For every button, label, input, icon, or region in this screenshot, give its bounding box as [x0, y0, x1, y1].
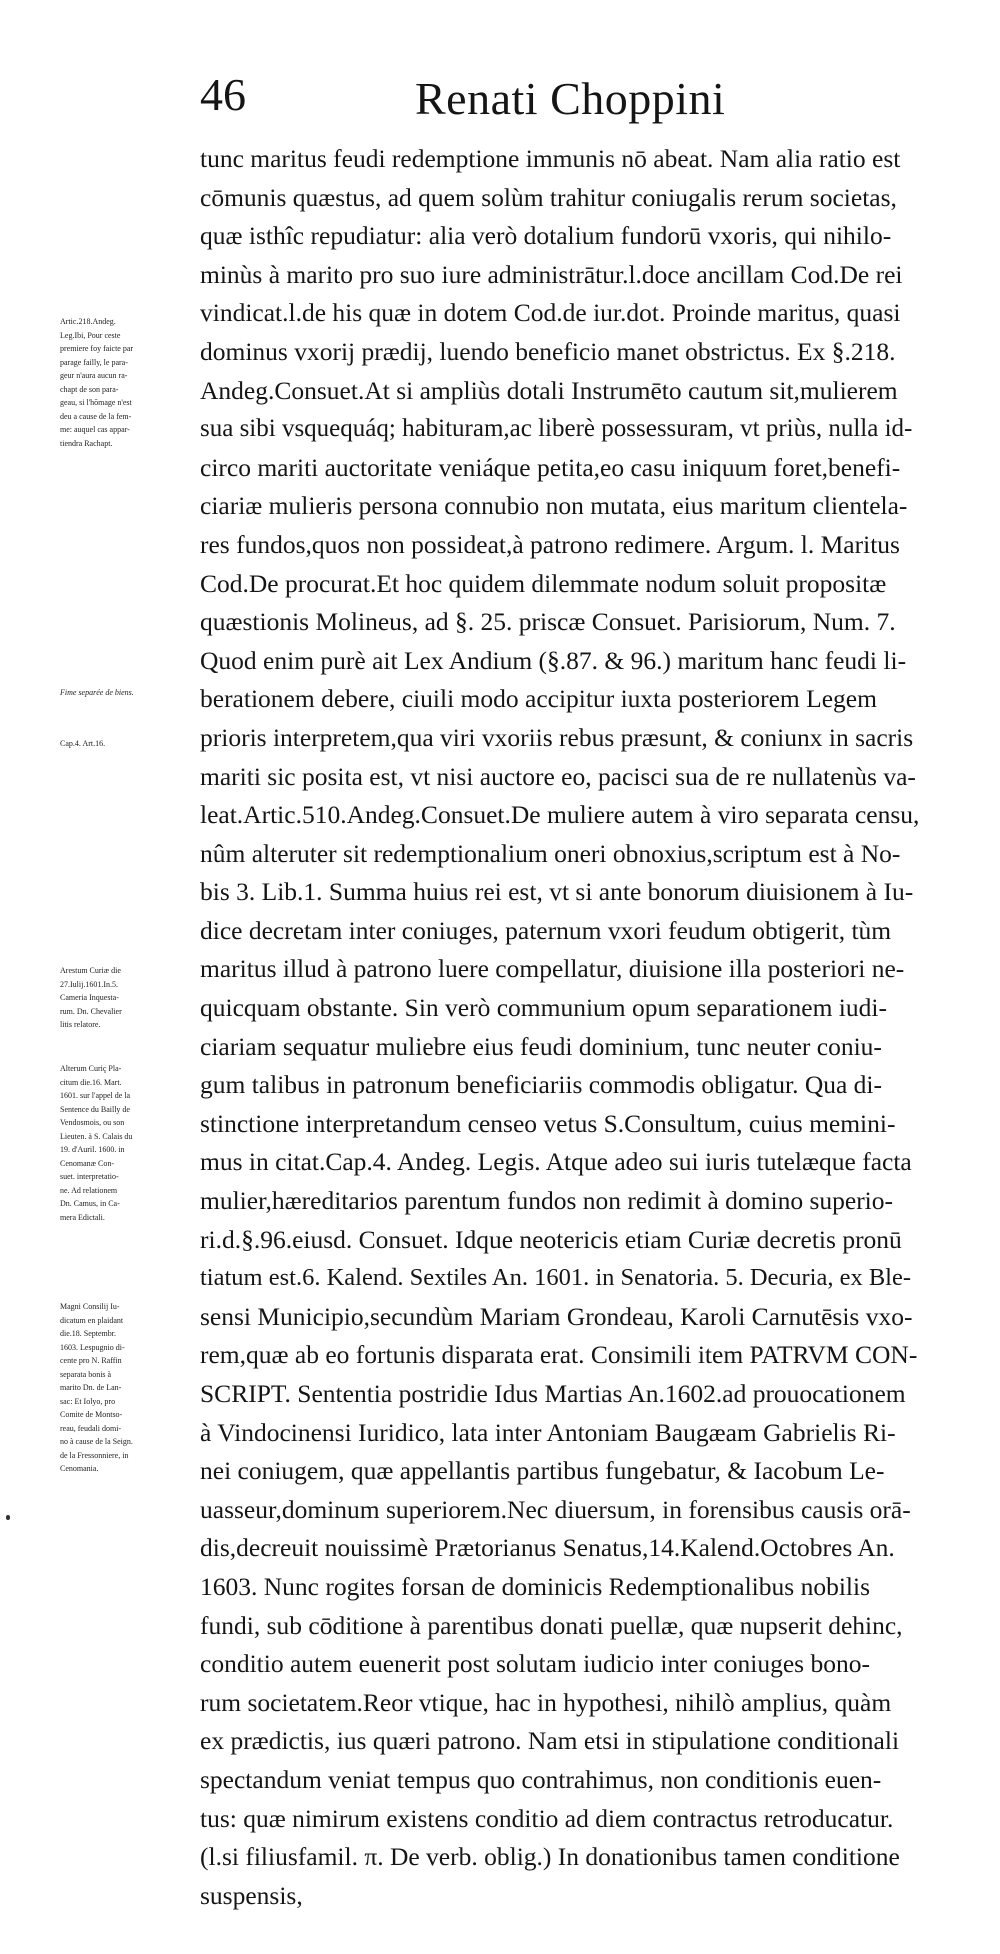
margin-note-line: deu a cause de la fem-	[60, 411, 132, 421]
text-line: gum talibus in patronum beneficiariis commodis obligatur. Qua di-	[200, 1070, 883, 1100]
text-line: suspensis,	[200, 1880, 303, 1910]
margin-note-line: 19. d'Auril. 1600. in	[60, 1145, 125, 1154]
margin-note-line: 1601. sur l'appel de la	[60, 1091, 131, 1100]
text-line: quicquam obstante. Sin verò communium opum separationem iudi-	[200, 993, 887, 1023]
margin-note-line: Cameria Inquesta-	[60, 993, 119, 1002]
text-line: uasseur,dominum superiorem.Nec diuersum, in forensibus causis orā-	[200, 1494, 911, 1524]
text-line: ciariæ mulieris persona connubio non mutata, eius maritum clientela-	[200, 491, 908, 521]
margin-note-line: Alterum Curiç Pla-	[60, 1064, 122, 1073]
margin-note-line: cente pro N. Raffin	[60, 1356, 122, 1365]
margin-note-line: 1603. Lespugnio di-	[60, 1342, 125, 1352]
margin-note-artic-218	[60, 315, 200, 450]
text-line: leat.Artic.510.Andeg.Consuet.De muliere autem à viro separata censu,	[200, 800, 920, 830]
margin-note-femme-separee	[60, 686, 200, 700]
text-line: maritus illud à patrono luere compellatur, diuisione illa posteriori ne-	[200, 954, 905, 984]
text-line: stinctione interpretandum censeo vetus S.Consultum, cuius memini-	[200, 1108, 896, 1138]
catchword-line	[200, 1915, 920, 1954]
text-line: nûm alteruter sit redemptionalium oneri obnoxius,scriptum est à No-	[200, 838, 901, 868]
text-line: mariti sic posita est, vt nisi auctore eo, pacisci sua de re nullatenùs va-	[200, 761, 916, 791]
margin-note-line: de la Fressonniere, in	[60, 1450, 129, 1460]
margin-note-line: geur n'aura aucun ra-	[60, 371, 128, 380]
margin-note-line: premiere foy faicte par	[60, 344, 134, 353]
text-line: mus in citat.Cap.4. Andeg. Legis. Atque adeo sui iuris tutelæque facta	[200, 1147, 912, 1177]
text-line: quæ isthîc repudiatur: alia verò dotalium fundorū vxoris, qui nihilo-	[200, 221, 892, 251]
text-line: ri.d.§.96.eiusd. Consuet. Idque neotericis etiam Curiæ decretis pronū	[200, 1224, 902, 1254]
text-line: circo mariti auctoritate veniáque petita,eo casu iniquum foret,benefi-	[200, 452, 901, 482]
text-line: rem,quæ ab eo fortunis disparata erat. Consimili item PATRVM CON-	[200, 1340, 918, 1370]
text-line: tus: quæ nimirum existens conditio ad diem contractus retroducatur.	[200, 1803, 894, 1833]
margin-note-line: Cenomanæ Con-	[60, 1158, 114, 1168]
margin-note-line: Sentence du Bailly de	[60, 1104, 130, 1114]
margin-note-line: die.18. Septembr.	[60, 1329, 116, 1338]
text-line: Cod.De procurat.Et hoc quidem dilemmate nodum soluit propositæ	[200, 568, 887, 598]
margin-note-line: no à cause de la Seign.	[60, 1437, 133, 1446]
text-line: berationem debere, ciuili modo accipitur iuxta posteriorem Legem	[200, 684, 877, 714]
text-line: vindicat.l.de his quæ in dotem Cod.de iur.dot. Proinde maritus, quasi	[200, 298, 901, 328]
text-line: 1603. Nunc rogites forsan de dominicis Redemptionalibus nobilis	[200, 1571, 870, 1601]
margin-note-alterum	[60, 1062, 200, 1224]
running-title: Renati Choppini	[415, 73, 726, 124]
margin-note-line: Fime separée de biens.	[60, 688, 134, 697]
margin-note-line: dicatum en plaidant	[60, 1315, 124, 1325]
text-line: rum societatem.Reor vtique, hac in hypothesi, nihilò amplius, quàm	[200, 1687, 892, 1717]
text-line: spectandum veniat tempus quo contrahimus, non conditionis euen-	[200, 1764, 882, 1794]
margin-note-line: suet. interpretatio-	[60, 1172, 119, 1181]
margin-note-line: citum die.16. Mart.	[60, 1077, 122, 1087]
margin-note-line: Vendosmois, ou son	[60, 1118, 125, 1127]
margin-note-magni-consilij	[60, 1300, 200, 1476]
margin-note-line: parage failly, le para-	[60, 357, 128, 367]
body-text	[200, 140, 920, 1954]
text-line: dis,decreuit nouissimè Prætorianus Senatus,14.Kalend.Octobres An.	[200, 1533, 895, 1563]
margin-note-line: Magni Consilij Iu-	[60, 1302, 120, 1311]
text-line: tiatum est.6. Kalend. Sextiles An. 1601. in Senatoria. 5. Decuria, ex Ble-	[200, 1264, 912, 1292]
margin-note-line: sac: Et Iolyo, pro	[60, 1396, 116, 1406]
margin-note-line: me: auquel cas appar-	[60, 425, 130, 434]
margin-note-line: Arestum Curiæ die	[60, 966, 121, 975]
text-line: à Vindocinensi Iuridico, lata inter Antoniam Baugæam Gabrielis Ri-	[200, 1417, 896, 1447]
text-line: conditio autem euenerit post solutam iudicio inter coniuges bono-	[200, 1649, 870, 1679]
text-line: SCRIPT. Sententia postridie Idus Martias An.1602.ad prouocationem	[200, 1379, 906, 1408]
text-line: ex prædictis, ius quæri patrono. Nam etsi in stipulatione conditionali	[200, 1726, 900, 1756]
margin-note-line: rum. Dn. Chevalier	[60, 1006, 122, 1016]
text-line: mulier,hæreditarios parentum fundos non redimit à domino superio-	[200, 1186, 894, 1216]
margin-note-line: marito Dn. de Lan-	[60, 1383, 122, 1392]
text-line: dice decretam inter coniuges, paternum vxori feudum obtigerit, tùm	[200, 915, 892, 945]
text-line: quæstionis Molineus, ad §. 25. priscæ Consuet. Parisiorum, Num. 7.	[200, 607, 896, 637]
margin-note-line: Comite de Montso-	[60, 1410, 123, 1419]
margin-note-line: chapt de son para-	[60, 384, 119, 394]
margin-note-line: Leg.Ibi, Pour ceste	[60, 330, 121, 340]
margin-note-line: tiendra Rachapt.	[60, 438, 113, 448]
margin-note-line: Cap.4. Art.16.	[60, 739, 106, 748]
text-line: prioris interpretem,qua viri vxoriis rebus præsunt, & coniunx in sacris	[200, 722, 914, 752]
margin-note-cap-4	[60, 737, 200, 751]
margin-note-line: reau, feudali domi-	[60, 1423, 122, 1433]
text-line: Andeg.Consuet.At si ampliùs dotali Instrumēto cautum sit,mulierem	[200, 375, 898, 405]
ink-speck	[6, 1515, 10, 1520]
text-line: tunc maritus feudi redemptione immunis nō abeat. Nam alia ratio est	[200, 144, 901, 173]
text-line: res fundos,quos non possideat,à patrono redimere. Argum. l. Maritus	[200, 529, 900, 559]
text-line: cōmunis quæstus, ad quem solùm trahitur coniugalis rerum societas,	[200, 182, 897, 212]
margin-note-line: ne. Ad relationem	[60, 1185, 118, 1195]
text-line: nei coniugem, quæ appellantis partibus fungebatur, & Iacobum Le-	[200, 1456, 885, 1486]
text-line: dominus vxorij prædij, luendo beneficio manet obstrictus. Ex §.218.	[200, 336, 896, 366]
margin-note-line: litis relatore.	[60, 1020, 101, 1029]
text-line: fundi, sub cōditione à parentibus donati puellæ, quæ nupserit dehinc,	[200, 1610, 903, 1640]
text-line: sensi Municipio,secundùm Mariam Grondeau, Karoli Carnutēsis vxo-	[200, 1301, 913, 1331]
text-line: (l.si filiusfamil. π. De verb. oblig.) In donationibus tamen conditione	[200, 1842, 900, 1872]
text-line: minùs à marito pro suo iure administrātur.l.doce ancillam Cod.De rei	[200, 259, 903, 289]
text-line: ciariam sequatur muliebre eius feudi dominium, tunc neuter coniu-	[200, 1031, 882, 1061]
margin-note-line: mera Edictali.	[60, 1212, 105, 1222]
page-number: 46	[200, 69, 246, 120]
margin-note-line: Artic.218.Andeg.	[60, 317, 116, 326]
margin-note-line: geau, si l'hōmage n'est	[60, 398, 132, 407]
text-line: bis 3. Lib.1. Summa huius rei est, vt si ante bonorum diuisionem à Iu-	[200, 877, 914, 907]
margin-note-line: Cenomania.	[60, 1464, 99, 1473]
margin-note-line: Lieuten. à S. Calais du	[60, 1131, 133, 1141]
margin-note-line: 27.Iulij.1601.In.5.	[60, 979, 118, 989]
text-line: sua sibi vsquequáq; habituram,ac liberè possessuram, vt priùs, nulla id-	[200, 415, 913, 443]
text-line: Quod enim purè ait Lex Andium (§.87. & 96.) maritum hanc feudi li-	[200, 645, 907, 675]
margin-note-line: separata bonis à	[60, 1369, 112, 1379]
margin-note-line: Dn. Camus, in Ca-	[60, 1199, 120, 1208]
margin-note-arrestum	[60, 964, 200, 1032]
